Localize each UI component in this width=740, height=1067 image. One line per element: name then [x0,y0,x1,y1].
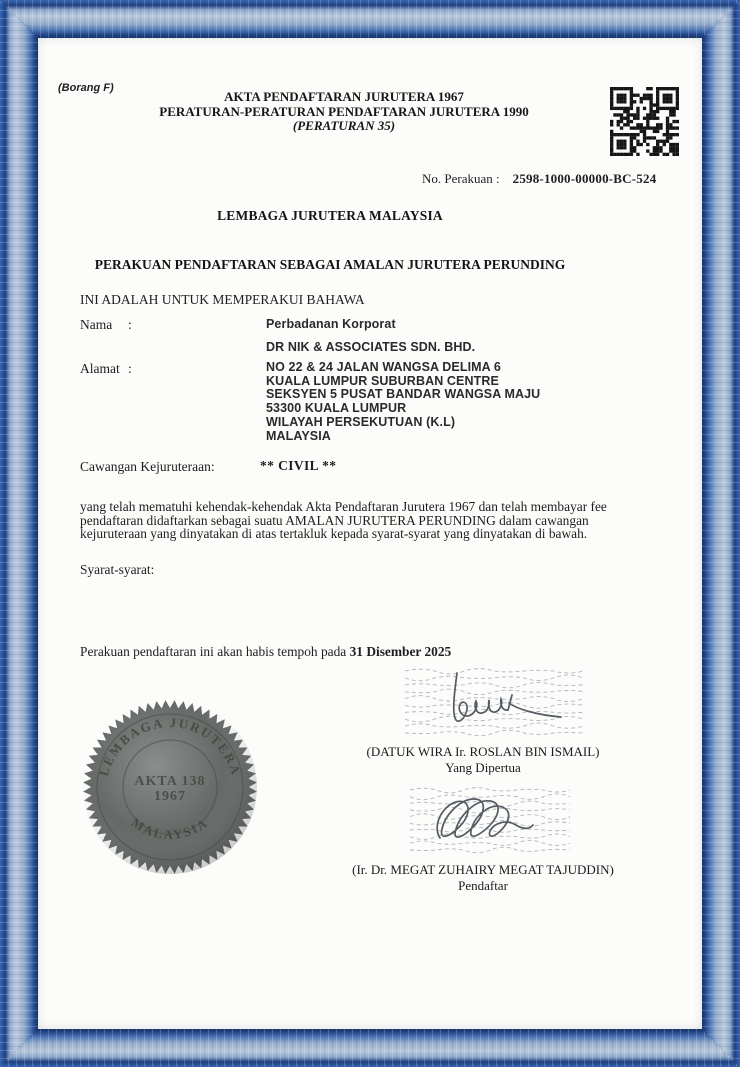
address-line: MALAYSIA [266,428,331,443]
registrar-title: Pendaftar [458,877,508,893]
name-separator: : [128,317,132,332]
board-name: LEMBAGA JURUTERA MALAYSIA [217,208,443,223]
address-label: Alamat [80,361,120,376]
certificate-title: PERAKUAN PENDAFTARAN SEBAGAI AMALAN JURUTERA PERUNDING [94,257,566,272]
entity-type-value: Perbadanan Korporat [266,317,396,331]
frame-left [0,0,38,1067]
act-title-line3: (PERATURAN 35) [292,118,396,133]
registrar-caption [343,862,623,893]
act-title-line2: PERATURAN-PERATURAN PENDAFTARAN JURUTERA 1990 [159,103,529,119]
conditions-label: Syarat-syarat: [80,562,155,577]
president-caption [343,744,623,775]
expiry-line [80,644,451,660]
address-line: 53300 KUALA LUMPUR [266,401,407,416]
name-label: Nama [80,317,113,332]
address-line: SEKSYEN 5 PUSAT BANDAR WANGSA MAJU [266,387,541,402]
seal-arc-bottom-text: MALAYSIA [128,814,212,842]
act-title-line1: AKTA PENDAFTARAN JURUTERA 1967 [224,89,464,104]
address-line: WILAYAH PERSEKUTUAN (K.L) [266,414,456,429]
address-separator: : [128,361,132,376]
branch-label: Cawangan Kejuruteraan: [80,459,215,474]
president-title: Yang Dipertua [445,759,521,775]
company-name-value: DR NIK & ASSOCIATES SDN. BHD. [266,340,476,354]
frame-right [702,0,740,1067]
branch-value: ** CIVIL ** [260,458,337,473]
registrar-name: (Ir. Dr. MEGAT ZUHAIRY MEGAT TAJUDDIN) [352,862,614,877]
president-name: (DATUK WIRA Ir. ROSLAN BIN ISMAIL) [366,744,600,759]
address-block [266,361,540,443]
frame-bottom [0,1029,740,1067]
embossed-seal [82,699,258,875]
seal-center-line1: AKTA 138 [134,774,206,789]
address-line: KUALA LUMPUR SUBURBAN CENTRE [266,373,499,388]
registrar-signature [410,786,570,854]
certificate-number-row [422,171,656,187]
certificate-number-value: 2598-1000-00000-BC-524 [512,171,657,186]
certificate-paper [38,38,702,1029]
certificate-number-label: No. Perakuan : [422,171,500,186]
expiry-date: 31 Disember 2025 [349,644,452,659]
president-signature [405,667,583,737]
seal-arc-top-text: LEMBAGA JURUTERA [95,714,245,778]
qr-code [610,87,679,156]
compliance-paragraph: yang telah mematuhi kehendak-kehendak Akta Pendaftaran Jurutera 1967 dan telah membayar fee pendaftaran didaftarkan sebagai suatu AMALAN JURUTERA PERUNDING dalam cawangan kejuruteraan yang dinyatakan di atas tertakluk kepada syarat-syarat yang dinyatakan di bawah. [80,499,607,542]
address-line: NO 22 & 24 JALAN WANGSA DELIMA 6 [266,360,501,374]
intro-text: INI ADALAH UNTUK MEMPERAKUI BAHAWA [80,292,365,307]
expiry-prefix: Perakuan pendaftaran ini akan habis tempoh pada [80,644,347,659]
act-title-block [40,90,648,134]
form-label: (Borang F) [58,82,114,94]
frame-top [0,0,740,38]
seal-center-line2: 1967 [154,789,186,804]
